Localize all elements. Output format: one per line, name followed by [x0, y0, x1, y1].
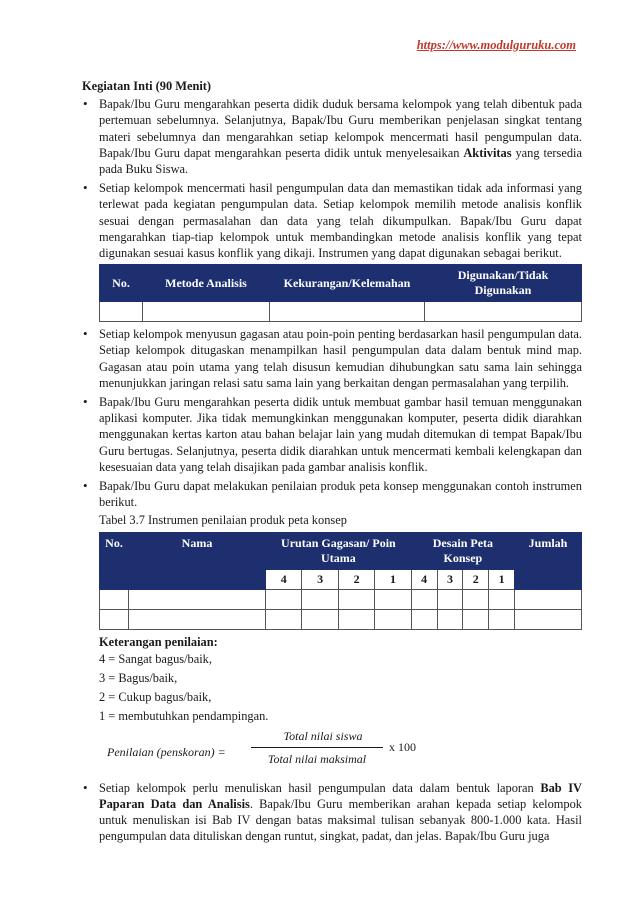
table-cell: [411, 589, 437, 609]
score-2: 2: [463, 569, 489, 589]
score-2: 2: [338, 569, 374, 589]
table-cell: [437, 589, 463, 609]
list-item-6: [82, 780, 582, 845]
keterangan-line-3: 3 = Bagus/baik,: [99, 670, 178, 685]
table-cell: [100, 589, 129, 609]
activity-list: [82, 96, 582, 844]
score-4: 4: [266, 569, 302, 589]
th-jumlah: Jumlah: [515, 532, 582, 589]
table-cell: [100, 609, 129, 629]
table-cell: [302, 589, 338, 609]
table-cell: [143, 302, 270, 322]
header-url-link[interactable]: https://www.modulguruku.com: [416, 38, 576, 52]
table-cell: [463, 609, 489, 629]
bullet6-bold: Bab IV Paparan Data dan Analisis: [99, 780, 583, 812]
concept-map-rubric-table: [99, 532, 582, 630]
table-cell: [266, 589, 302, 609]
table-cell: [437, 609, 463, 629]
formula-denominator: Total nilai maksimal: [267, 751, 367, 766]
keterangan-line-1: 1 = membutuhkan pendampingan.: [99, 708, 269, 723]
section-title: Kegiatan Inti (90 Menit): [82, 79, 212, 93]
list-item-4: • Bapak/Ibu Guru mengarahkan peserta didik untuk membuat gambar hasil temuan menggunakan aplikasi komputer. Jika tidak memungkinkan menggunakan komputer, peserta didik diarahkan menggunakan kertas karton atau bahan belajar lain yang mudah ditemukan di tempat Bapak/Ibu Guru bertugas. Selanjutnya, peserta didik diarahkan untuk mencermati kembali kelengkapan dan kesesuaian data yang telah disajikan pada gambar analisis konflik.: [82, 394, 582, 475]
table-header-row: [100, 265, 582, 302]
formula-numerator: Total nilai siswa: [283, 728, 363, 743]
score-3: 3: [302, 569, 338, 589]
score-1: 1: [489, 569, 515, 589]
main-content: [82, 78, 582, 848]
bullet6-text-b: . Bapak/Ibu Guru memberikan arahan kepada setiap kelompok untuk menuliskan isi Bab IV dengan batas maksimal tulisan sebanyak 800-1.000 kata. Hasil pengumpulan data dituliskan dengan runtut, singkat, padat, dan jelas. Bapak/Ibu Guru juga: [99, 797, 582, 844]
th-desain-peta: Desain Peta Konsep: [411, 532, 514, 569]
table-cell: [100, 302, 143, 322]
table-cell: [375, 609, 411, 629]
bullet1-bold: Aktivitas: [463, 145, 512, 160]
th-kekurangan: Kekurangan/Kelemahan: [270, 265, 425, 302]
th-nama: Nama: [129, 532, 266, 589]
formula-lhs: Penilaian (penskoran) =: [107, 744, 226, 759]
table-cell: [489, 609, 515, 629]
list-item-2: [82, 180, 582, 322]
table-cell: [489, 589, 515, 609]
table-cell: [375, 589, 411, 609]
bullet5-text: • Bapak/Ibu Guru dapat melakukan penilaian produk peta konsep menggunakan contoh instrumen berikut.: [99, 479, 582, 510]
th-urutan-gagasan: Urutan Gagasan/ Poin Utama: [266, 532, 412, 569]
table-cell: [338, 609, 374, 629]
score-3: 3: [437, 569, 463, 589]
table-cell: [270, 302, 425, 322]
table-cell: [266, 609, 302, 629]
th-digunakan: Digunakan/Tidak Digunakan: [425, 265, 582, 302]
list-item-1: [82, 96, 582, 177]
table-row: [100, 302, 582, 322]
formula-multiplier: x 100: [389, 739, 416, 754]
keterangan-line-2: 2 = Cukup bagus/baik,: [99, 689, 212, 704]
table-cell: [425, 302, 582, 322]
th-no: No.: [100, 532, 129, 589]
table-header-row: [100, 532, 582, 569]
th-metode: Metode Analisis: [143, 265, 270, 302]
table-row: [100, 609, 582, 629]
keterangan-title: Keterangan penilaian:: [99, 634, 218, 649]
table-cell: [515, 609, 582, 629]
table-cell: [463, 589, 489, 609]
score-1: 1: [375, 569, 411, 589]
table-cell: [129, 609, 266, 629]
bullet1-text-b: yang tersedia pada Buku Siswa.: [99, 145, 582, 177]
table-cell: [411, 609, 437, 629]
table-cell: [338, 589, 374, 609]
list-item-3: • Setiap kelompok menyusun gagasan atau poin-poin penting berdasarkan hasil pengumpulan data. Setiap kelompok ditugaskan menampilkan hasil pengumpulan data dalam bentuk mind map. Gagasan atau poin utama yang telah disusun kemudian dihubungkan satu sama lain sehingga menunjukkan jaringan relasi satu sama lain yang berkaitan dengan permasalahan yang terpilih.: [82, 326, 582, 391]
table-cell: [129, 589, 266, 609]
keterangan-line-4: 4 = Sangat bagus/baik,: [99, 651, 212, 666]
score-4: 4: [411, 569, 437, 589]
scoring-formula: [99, 728, 582, 774]
table-row: [100, 589, 582, 609]
bullet6-text-a: Setiap kelompok perlu menuliskan hasil pengumpulan data dalam bentuk laporan: [99, 780, 541, 795]
table-caption: Tabel 3.7 Instrumen penilaian produk peta konsep: [99, 513, 347, 528]
formula-fraction-bar: [251, 747, 383, 748]
th-no: No.: [100, 265, 143, 302]
table-cell: [302, 609, 338, 629]
bullet2-text: • Setiap kelompok mencermati hasil pengumpulan data dan memastikan tidak ada informasi yang terlewat pada kegiatan pengumpulan data. Setiap kelompok memilih metode analisis konflik sesuai dengan permasalahan dan data yang telah dikumpulkan. Bapak/Ibu Guru dapat mengarahkan tiap-tiap kelompok untuk membandingkan metode analisis konflik yang tepat digunakan sesuai kasus konflik yang dikaji. Instrumen yang dapat digunakan sebagai berikut.: [99, 181, 582, 261]
bullet1-text-a: Bapak/Ibu Guru mengarahkan peserta didik duduk bersama kelompok yang telah dibentuk pada pertemuan sebelumnya. Selanjutnya, Bapak/Ibu Guru memberikan penjelasan singkat tentang materi sebelumnya dan mengarahkan setiap kelompok mencermati hasil pengumpulan data. Bapak/Ibu Guru dapat mengarahkan peserta didik untuk menyelesaikan: [99, 97, 582, 160]
list-item-5: [82, 478, 582, 774]
table-cell: [515, 589, 582, 609]
analysis-method-table: [99, 264, 582, 322]
